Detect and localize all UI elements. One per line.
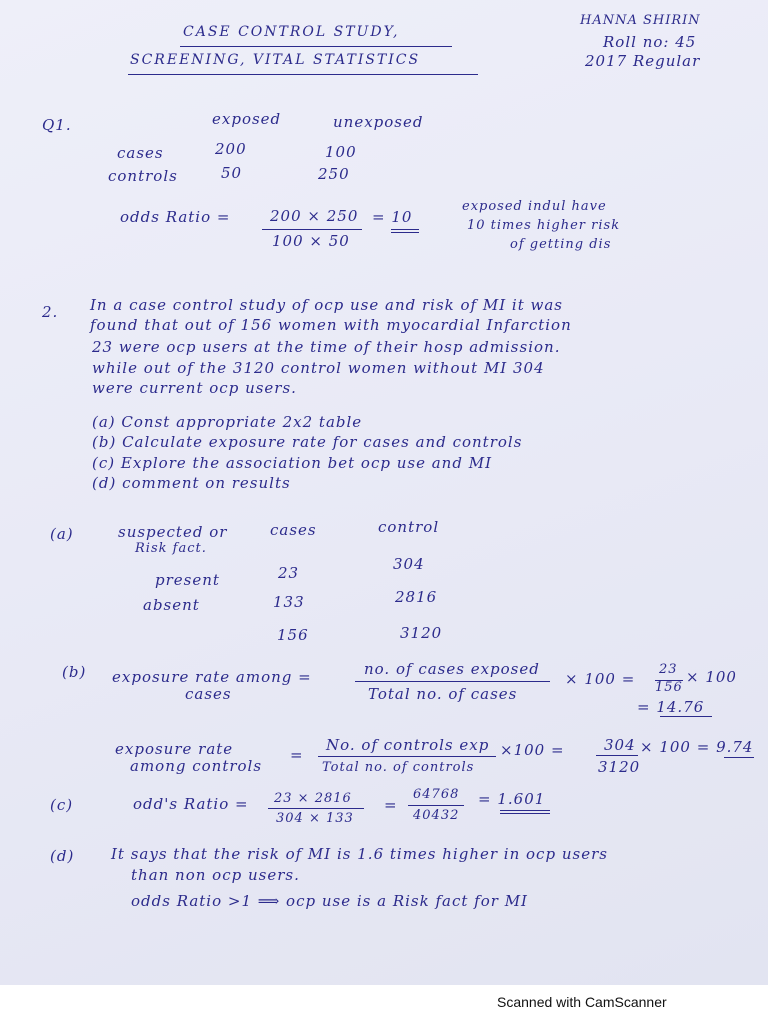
answer-b-cases-label: exposure rate among = <box>112 668 312 686</box>
q1-note-line: of getting dis <box>510 237 612 252</box>
q2-part: (d) comment on results <box>92 474 291 492</box>
q2-part: (a) Const appropriate 2x2 table <box>92 413 363 431</box>
answer-d-line: than non ocp users. <box>131 866 300 884</box>
answer-b-controls-mult: ×100 = <box>500 741 565 759</box>
answer-a-row-present: present <box>155 571 220 589</box>
answer-a-label: (a) <box>50 525 74 543</box>
answer-a-cell: 2816 <box>395 588 438 606</box>
q1-odds-label: odds Ratio = <box>120 208 231 226</box>
q1-odds-denominator: 100 × 50 <box>272 232 350 250</box>
q2-part: (c) Explore the association bet ocp use and MI <box>92 454 492 472</box>
q1-fraction-bar <box>262 229 362 230</box>
answer-c-den1: 304 × 133 <box>276 811 354 826</box>
q2-question-line: found that out of 156 women with myocardial Infarction <box>90 316 572 334</box>
answer-b-cases-label: cases <box>185 685 232 703</box>
q1-col-exposed: exposed <box>212 110 282 128</box>
q2-number: 2. <box>42 303 59 321</box>
answer-b-controls-label: exposure rate <box>115 740 234 758</box>
fraction-bar <box>408 805 464 806</box>
q1-cell: 100 <box>325 143 357 161</box>
answer-c-eq: = <box>384 796 398 814</box>
q1-cell: 250 <box>318 165 350 183</box>
answer-a-col-cases: cases <box>270 521 317 539</box>
q1-note-line: 10 times higher risk <box>467 218 621 233</box>
answer-b-controls-frac-num: 304 <box>604 736 636 754</box>
answer-b-cases-mult: × 100 = <box>565 670 636 688</box>
title-underline-2 <box>128 74 478 75</box>
answer-a-col-control: control <box>378 518 440 536</box>
answer-b-frac-mult: × 100 <box>686 668 737 686</box>
answer-c-num1: 23 × 2816 <box>274 791 352 806</box>
q1-note-line: exposed indul have <box>462 199 607 214</box>
answer-b-controls-numerator: No. of controls exp <box>326 736 490 754</box>
title-underline-1 <box>180 46 452 47</box>
answer-b-cases-numerator: no. of cases exposed <box>364 660 540 678</box>
answer-d-label: (d) <box>50 847 75 865</box>
q1-result-underline <box>391 232 419 233</box>
answer-c-num2: 64768 <box>413 787 460 802</box>
q1-cell: 50 <box>221 164 243 182</box>
q2-question-line: 23 were ocp users at the time of their hosp admission. <box>92 338 561 356</box>
result-underline <box>660 716 712 717</box>
q1-odds-result: = 10 <box>372 208 413 226</box>
answer-a-cell: 133 <box>273 593 305 611</box>
result-underline <box>500 813 550 814</box>
q1-odds-numerator: 200 × 250 <box>270 207 359 225</box>
answer-b-controls-denominator: Total no. of controls <box>322 760 475 775</box>
answer-c-text: odd's Ratio = <box>133 795 249 813</box>
answer-c-label: (c) <box>50 796 74 814</box>
q2-question-line: while out of the 3120 control women without MI 304 <box>92 359 545 377</box>
fraction-bar <box>268 808 364 809</box>
roll-number: Roll no: 45 <box>603 33 697 51</box>
answer-c-result: = 1.601 <box>478 790 546 808</box>
fraction-bar <box>596 755 638 756</box>
answer-a-row-absent: absent <box>143 596 200 614</box>
q1-result-underline <box>391 229 419 230</box>
fraction-bar <box>318 756 496 757</box>
answer-b-controls-frac-den: 3120 <box>598 758 641 776</box>
q2-question-line: In a case control study of ocp use and risk of MI it was <box>90 296 563 314</box>
q1-row-label: controls <box>108 167 178 185</box>
q1-row-label: cases <box>117 144 164 162</box>
scanner-watermark: Scanned with CamScanner <box>497 994 667 1010</box>
batch: 2017 Regular <box>585 52 701 70</box>
answer-a-total: 3120 <box>400 624 443 642</box>
answer-b-frac-den: 156 <box>655 680 683 695</box>
answer-a-cell: 304 <box>393 555 425 573</box>
answer-a-total: 156 <box>277 626 309 644</box>
answer-a-col-header: Risk fact. <box>135 541 207 556</box>
answer-c-den2: 40432 <box>413 808 460 823</box>
answer-d-line: It says that the risk of MI is 1.6 times higher in ocp users <box>111 845 608 863</box>
title-line-1: CASE CONTROL STUDY, <box>183 24 400 40</box>
q1-col-unexposed: unexposed <box>333 113 424 131</box>
author-name: HANNA SHIRIN <box>580 13 701 28</box>
result-underline <box>500 810 550 811</box>
result-underline <box>724 757 754 758</box>
answer-d-line: odds Ratio >1 ⟹ ocp use is a Risk fact for MI <box>131 892 528 910</box>
answer-a-cell: 23 <box>278 564 300 582</box>
answer-b-controls-label: among controls <box>130 757 263 775</box>
answer-a-col-header: suspected or <box>118 523 228 541</box>
q2-part: (b) Calculate exposure rate for cases and controls <box>92 433 523 451</box>
q1-number: Q1. <box>42 116 72 134</box>
answer-b-cases-denominator: Total no. of cases <box>368 685 518 703</box>
fraction-bar <box>355 681 550 682</box>
answer-b-cases-result: = 14.76 <box>637 698 705 716</box>
q2-question-line: were current ocp users. <box>92 379 297 397</box>
answer-b-frac-num: 23 <box>659 662 678 677</box>
title-line-2: SCREENING, VITAL STATISTICS <box>130 52 421 68</box>
answer-b-controls-result: × 100 = 9.74 <box>640 738 754 756</box>
answer-b-label: (b) <box>62 663 87 681</box>
q1-cell: 200 <box>215 140 247 158</box>
answer-b-controls-eq: = <box>290 746 304 764</box>
